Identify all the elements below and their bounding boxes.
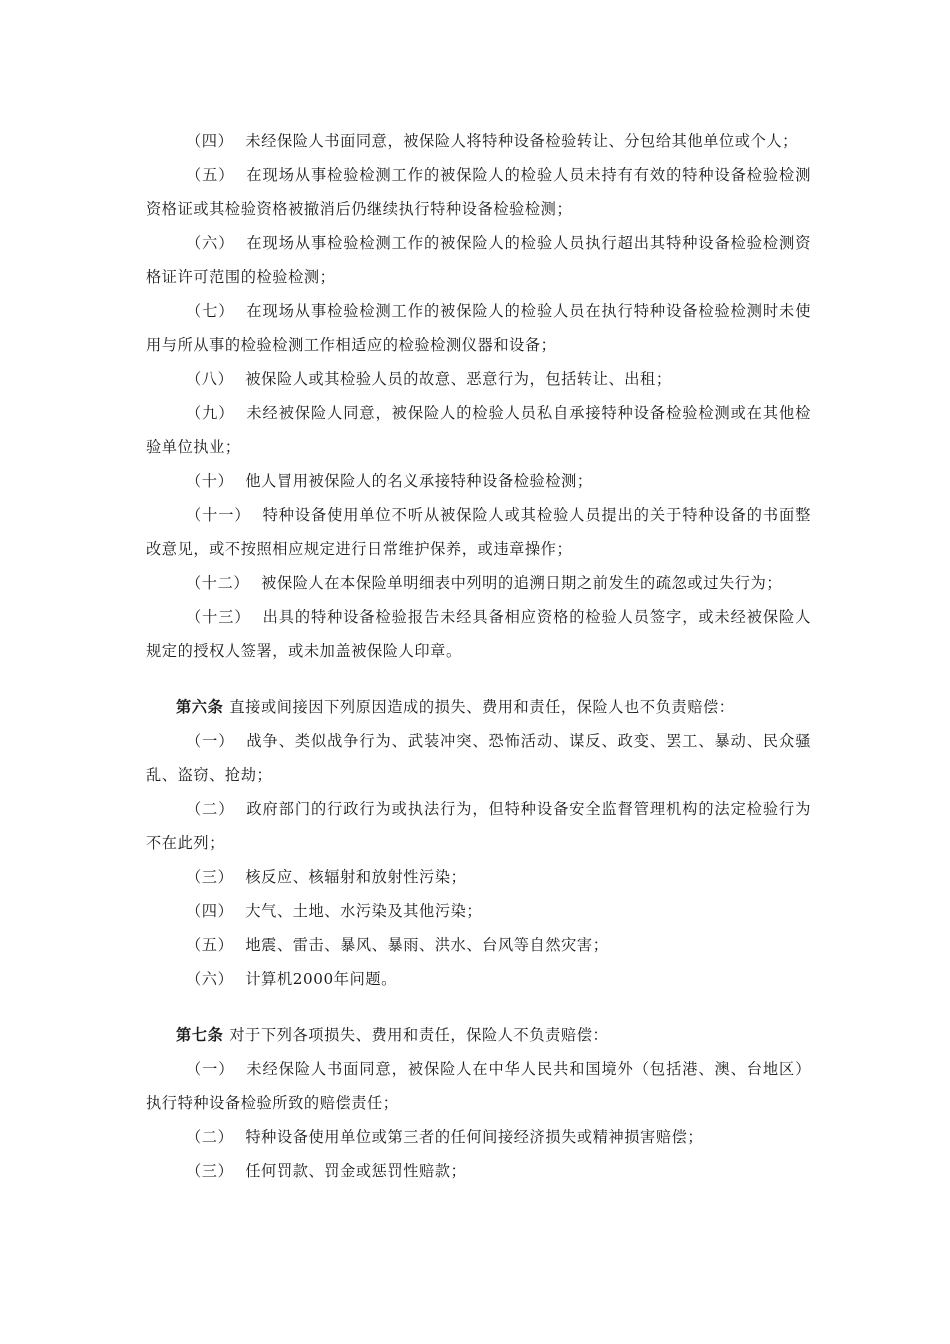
item-marker: （七）: [186, 302, 235, 320]
item-text: 大气、土地、水污染及其他污染；: [245, 902, 483, 920]
item-marker: （二）: [186, 1128, 234, 1146]
clause-item: [146, 294, 811, 362]
item-text: 被保险人或其检验人员的故意、恶意行为，包括转让、出租；: [245, 370, 672, 388]
clause-item: [146, 860, 811, 894]
item-marker: （十一）: [186, 506, 251, 524]
clause-item: [146, 498, 811, 566]
clause-item: [146, 362, 811, 396]
section-gap: [146, 996, 811, 1018]
item-text: 未经被保险人同意，被保险人的检验人员私自承接特种设备检验检测或在其他检验单位执业；: [146, 404, 811, 456]
clause-item: [146, 724, 811, 792]
clause-item: [146, 600, 811, 668]
item-marker: （十二）: [186, 574, 250, 592]
item-text: 未经保险人书面同意，被保险人在中华人民共和国境外（包括港、澳、台地区）执行特种设备检验所致的赔偿责任；: [146, 1060, 811, 1112]
item-marker: （六）: [186, 970, 234, 988]
clause-item: [146, 894, 811, 928]
article-intro: 对于下列各项损失、费用和责任，保险人不负责赔偿：: [229, 1026, 609, 1044]
item-text: 政府部门的行政行为或执法行为，但特种设备安全监督管理机构的法定检验行为不在此列；: [146, 800, 811, 852]
item-text: 未经保险人书面同意，被保险人将特种设备检验转让、分包给其他单位或个人；: [245, 132, 798, 150]
article-label: 第六条: [176, 698, 224, 716]
item-marker: （六）: [186, 234, 235, 252]
item-text: 出具的特种设备检验报告未经具备相应资格的检验人员签字，或未经被保险人规定的授权人签署，或未加盖被保险人印章。: [146, 608, 811, 660]
item-marker: （三）: [186, 1162, 234, 1180]
item-text: 特种设备使用单位或第三者的任何间接经济损失或精神损害赔偿；: [245, 1128, 704, 1146]
item-marker: （五）: [186, 936, 234, 954]
clause-item: [146, 566, 811, 600]
item-marker: （一）: [186, 732, 235, 750]
item-marker: （四）: [186, 132, 234, 150]
clause-item: [146, 124, 811, 158]
clause-item: [146, 928, 811, 962]
item-text: 在现场从事检验检测工作的被保险人的检验人员在执行特种设备检验检测时未使用与所从事的检验检测工作相适应的检验检测仪器和设备；: [146, 302, 811, 354]
item-text: 被保险人在本保险单明细表中列明的追溯日期之前发生的疏忽或过失行为；: [261, 574, 783, 592]
item-marker: （二）: [186, 800, 235, 818]
item-marker: （八）: [186, 370, 234, 388]
clause-item: [146, 226, 811, 294]
clause-item: [146, 1154, 811, 1188]
item-text: 他人冒用被保险人的名义承接特种设备检验检测；: [245, 472, 593, 490]
article-6-heading: [146, 690, 811, 724]
clause-item: [146, 396, 811, 464]
item-text: 在现场从事检验检测工作的被保险人的检验人员未持有有效的特种设备检验检测资格证或其检验资格被撤消后仍继续执行特种设备检验检测；: [146, 166, 811, 218]
clause-item: [146, 1052, 811, 1120]
document-body: [146, 124, 811, 1188]
item-text: 在现场从事检验检测工作的被保险人的检验人员执行超出其特种设备检验检测资格证许可范围的检验检测；: [146, 234, 811, 286]
item-text: 任何罚款、罚金或惩罚性赔款；: [245, 1162, 467, 1180]
item-text: 地震、雷击、暴风、暴雨、洪水、台风等自然灾害；: [245, 936, 609, 954]
clause-item: [146, 792, 811, 860]
item-marker: （五）: [186, 166, 235, 184]
article-label: 第七条: [176, 1026, 224, 1044]
article-7-heading: [146, 1018, 811, 1052]
section-gap: [146, 668, 811, 690]
item-text: 计算机2000年问题。: [245, 970, 397, 988]
item-marker: （十三）: [186, 608, 251, 626]
item-text: 核反应、核辐射和放射性污染；: [245, 868, 467, 886]
clause-item: [146, 158, 811, 226]
item-marker: （十）: [186, 472, 234, 490]
clause-item: [146, 1120, 811, 1154]
article-intro: 直接或间接因下列原因造成的损失、费用和责任，保险人也不负责赔偿：: [229, 698, 735, 716]
clause-item: [146, 464, 811, 498]
item-marker: （一）: [186, 1060, 235, 1078]
item-marker: （四）: [186, 902, 234, 920]
item-marker: （九）: [186, 404, 235, 422]
item-text: 特种设备使用单位不听从被保险人或其检验人员提出的关于特种设备的书面整改意见，或不按照相应规定进行日常维护保养，或违章操作；: [146, 506, 811, 558]
clause-item: [146, 962, 811, 996]
item-text: 战争、类似战争行为、武装冲突、恐怖活动、谋反、政变、罢工、暴动、民众骚乱、盗窃、抢劫；: [146, 732, 811, 784]
item-marker: （三）: [186, 868, 234, 886]
